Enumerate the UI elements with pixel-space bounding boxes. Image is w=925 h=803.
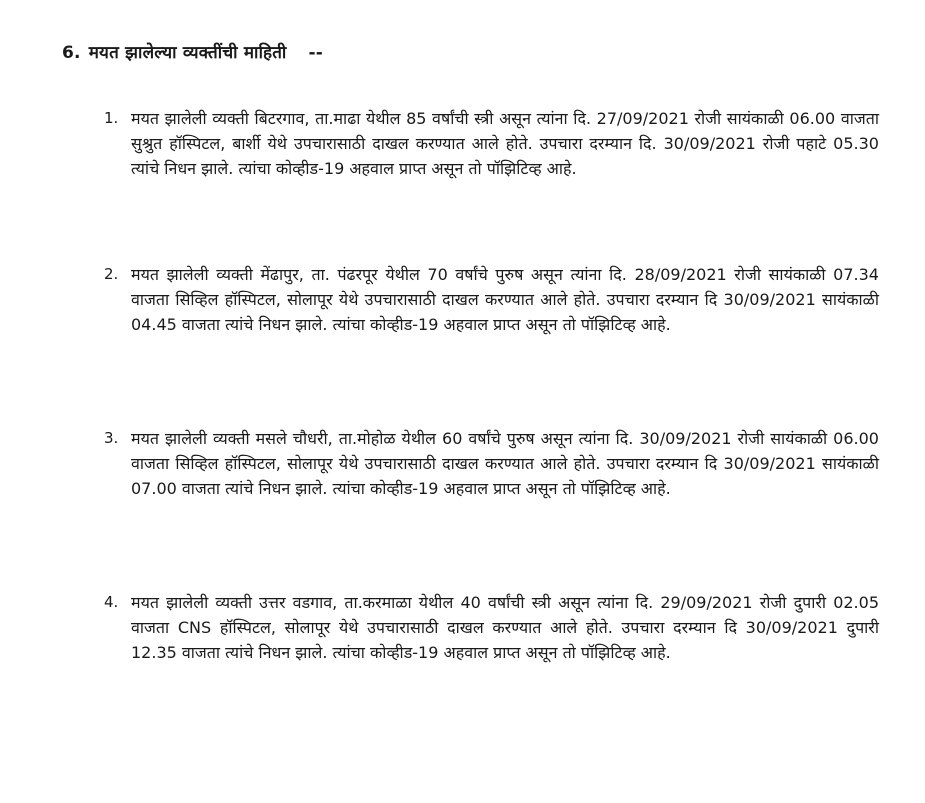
list-item-text: मयत झालेली व्यक्ती मेंढापुर, ता. पंढरपूर येथील 70 वर्षांचे पुरुष असून त्यांना दि. 28/09/2021 रोजी सायंकाळी 07.34 वाजता सिव्हिल हॉस्पिटल, सोलापूर येथे उपचारासाठी दाखल करण्यात आले होते. उपचारा दरम्यान दि 30/09/2021 सायंकाळी 04.45 वाजता त्यांचे निधन झाले. त्यांचा कोव्हीड-19 अहवाल प्राप्त असून तो पॉझिटिव्ह आहे.	[131, 265, 879, 334]
section-heading	[62, 40, 323, 63]
list-item	[104, 426, 879, 501]
section-number: 6.	[62, 43, 81, 63]
list-item-text: मयत झालेली व्यक्ती उत्तर वडगाव, ता.करमाळा येथील 40 वर्षांची स्त्री असून त्यांना दि. 29/09/2021 रोजी दुपारी 02.05 वाजता CNS हॉस्पिटल, सोलापूर येथे उपचारासाठी दाखल करण्यात आले होते. उपचारा दरम्यान दि 30/09/2021 दुपारी 12.35 वाजता त्यांचे निधन झाले. त्यांचा कोव्हीड-19 अहवाल प्राप्त असून तो पॉझिटिव्ह आहे.	[131, 593, 879, 662]
list-item	[104, 262, 879, 337]
list-item-number: 2.	[104, 265, 119, 283]
section-dash: --	[308, 43, 324, 63]
list-item	[104, 106, 879, 181]
list-item-number: 4.	[104, 593, 119, 611]
list-item-text: मयत झालेली व्यक्ती बिटरगाव, ता.माढा येथील 85 वर्षांची स्त्री असून त्यांना दि. 27/09/2021 रोजी सायंकाळी 06.00 वाजता सुश्रुत हॉस्पिटल, बार्शी येथे उपचारासाठी दाखल करण्यात आले होते. उपचारा दरम्यान दि. 30/09/2021 रोजी पहाटे 05.30 त्यांचे निधन झाले. त्यांचा कोव्हीड-19 अहवाल प्राप्त असून तो पॉझिटिव्ह आहे.	[131, 109, 879, 178]
list-item	[104, 590, 879, 665]
list-item-number: 1.	[104, 109, 119, 127]
list-item-number: 3.	[104, 429, 119, 447]
list-item-text: मयत झालेली व्यक्ती मसले चौधरी, ता.मोहोळ येथील 60 वर्षांचे पुरुष असून त्यांना दि. 30/09/2021 रोजी सायंकाळी 06.00 वाजता सिव्हिल हॉस्पिटल, सोलापूर येथे उपचारासाठी दाखल करण्यात आले होते. उपचारा दरम्यान दि 30/09/2021 सायंकाळी 07.00 वाजता त्यांचे निधन झाले. त्यांचा कोव्हीड-19 अहवाल प्राप्त असून तो पॉझिटिव्ह आहे.	[131, 429, 879, 498]
section-title: मयत झालेल्या व्यक्तींची माहिती	[88, 43, 287, 63]
